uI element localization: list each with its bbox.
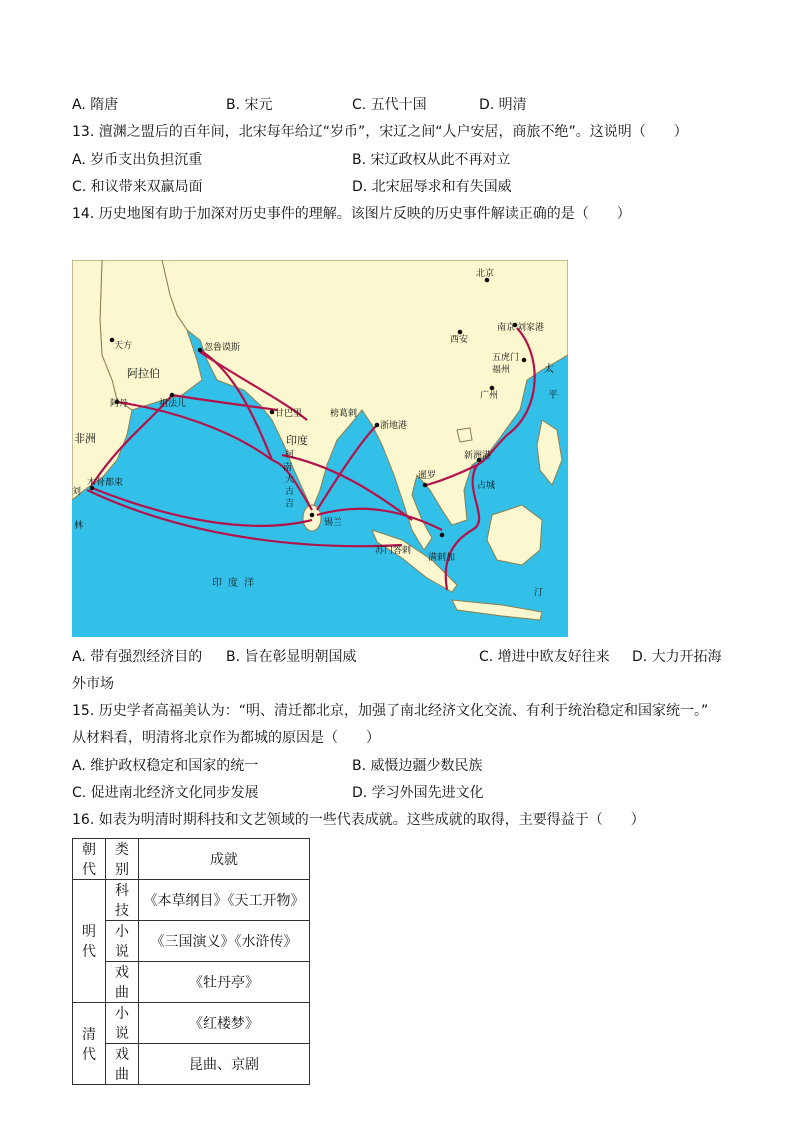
map-label-arabia: 阿拉伯 [127,367,160,380]
q14-option-a: A. 带有强烈经济目的 [72,649,203,665]
map-label-liu: 刘 [72,487,82,497]
q15-stem-line2: 从材料看，明清将北京作为都城的原因是（ ） [72,730,380,746]
q13-option-a: A. 岁币支出负担沉重 [72,152,203,168]
q12-option-d: D. 明清 [479,97,527,113]
table-row [73,962,310,1003]
city-dot-fuzhou [522,358,527,363]
map-label-da: 大 [285,475,295,485]
map-label-mogadishu: 木骨都束 [87,478,124,488]
map-label-nanjing: 南京 [497,323,516,333]
table-cell-achievement: 《牡丹亭》 [139,962,310,1003]
q15-option-b: B. 威慑边疆少数民族 [352,758,483,774]
map-label-liujiagang: 刘家港 [517,323,545,333]
q12-option-c: C. 五代十国 [352,97,427,113]
map-label-tai: 太 [544,364,554,375]
q14-option-c: C. 增进中欧友好往来 [479,649,610,665]
table-row [73,880,310,921]
table-cell-category: 小说 [106,921,139,962]
map-label-india: 印度 [286,434,308,447]
table-header-dynasty: 朝代 [73,839,106,880]
table-header-achievement: 成就 [139,839,310,880]
table-cell-category: 小说 [106,1003,139,1044]
map-label-nan: 南 [283,463,293,473]
city-dot-siam [423,483,428,488]
city-dot-ganbali [270,410,275,415]
map-label-indian-ocean: 印度洋 [212,578,260,589]
table-row [73,921,310,962]
map-label-siam: 暹罗 [418,471,437,481]
map-label-tianfang: 天方 [114,341,133,351]
q15-option-c: C. 促进南北经济文化同步发展 [72,785,259,801]
map-label-aden: 阿丹 [110,399,129,409]
map-label-guangzhou: 广州 [480,391,499,401]
q14-stem: 14. 历史地图有助于加深对历史事件的理解。该图片反映的历史事件解读正确的是（ ） [72,206,631,222]
q12-option-a: A. 隋唐 [72,97,119,113]
map-label-xinzhou: 新洲港 [464,451,492,461]
q13-option-d: D. 北宋屈辱求和有失国威 [352,179,512,195]
q14-option-d: D. 大力开拓海 [632,649,722,665]
q12-option-b: B. 宋元 [226,97,273,113]
q13-stem: 13. 澶渊之盟后的百年间，北宋每年给辽“岁币”，宋辽之间“人户安居，商旅不绝”。这说明（ ） [72,124,688,140]
table-cell-category: 科技 [106,880,139,921]
table-row [73,1044,310,1085]
q15-option-a: A. 维护政权稳定和国家的统一 [72,758,259,774]
city-dot-bengal [375,423,380,428]
map-label-ke: 柯 [285,450,295,460]
map-land-hainan [457,428,472,442]
city-dot-xian [458,330,463,335]
map-label-ganbali: 甘巴里 [275,409,303,419]
q14-option-b: B. 旨在彰显明朝国威 [226,649,357,665]
city-dot-hormuz [198,348,203,353]
map-label-beijing: 北京 [476,269,495,279]
table-cell-achievement: 昆曲、京剧 [139,1044,310,1085]
table-header-category: 类别 [106,839,139,880]
table-cell-category: 戏曲 [106,1044,139,1085]
map-label-xian: 西安 [450,335,469,345]
map-label-malacca: 满剌加 [428,553,456,563]
q14-option-d-continued: 外市场 [72,676,114,692]
map-label-ji: 吉 [285,499,295,509]
map-label-zhancheng: 占城 [477,481,496,491]
map-label-zufar: 祖法儿 [159,399,187,409]
map-label-sumatra: 苏门答剌 [375,546,412,556]
map-label-ping: 平 [548,390,558,401]
map-label-wuhumen: 五虎门 [492,353,520,363]
q15-option-d: D. 学习外国先进文化 [352,785,484,801]
q15-stem-line1: 15. 历史学者高福美认为：“明、清迁都北京，加强了南北经济文化交流、有利于统治稳定和国家统一。” [72,703,709,719]
map-label-ting: 汀 [534,588,544,598]
map-label-ceylon: 锡兰 [324,518,343,528]
map-label-zhedigang: 浙地港 [380,421,408,431]
table-cell-achievement: 《红楼梦》 [139,1003,310,1044]
table-cell-qing: 清代 [73,1003,106,1085]
map-label-bengal: 榜葛剌 [330,409,358,419]
city-dot-zufar [170,393,175,398]
table-cell-achievement: 《本草纲目》《天工开物》 [139,880,310,921]
q13-option-c: C. 和议带来双赢局面 [72,179,203,195]
map-label-gu: 古 [285,487,295,497]
map-label-fuzhou: 福州 [492,365,511,375]
achievements-table [72,838,310,1085]
table-cell-ming: 明代 [73,880,106,1003]
zheng-he-voyage-map [72,260,568,637]
table-header-row [73,839,310,880]
city-dot-ceylon [310,513,315,518]
table-row [73,1003,310,1044]
map-label-hormuz: 忽鲁谟斯 [204,343,241,353]
table-cell-category: 戏曲 [106,962,139,1003]
q16-stem: 16. 如表为明清时期科技和文艺领域的一些代表成就。这些成就的取得，主要得益于（ ） [72,812,645,828]
city-dot-guangzhou [490,386,495,391]
q13-option-b: B. 宋辽政权从此不再对立 [352,152,511,168]
city-dot-malacca [440,533,445,538]
map-label-africa: 非洲 [74,432,96,445]
map-label-lin: 林 [74,521,84,531]
table-cell-achievement: 《三国演义》《水浒传》 [139,921,310,962]
